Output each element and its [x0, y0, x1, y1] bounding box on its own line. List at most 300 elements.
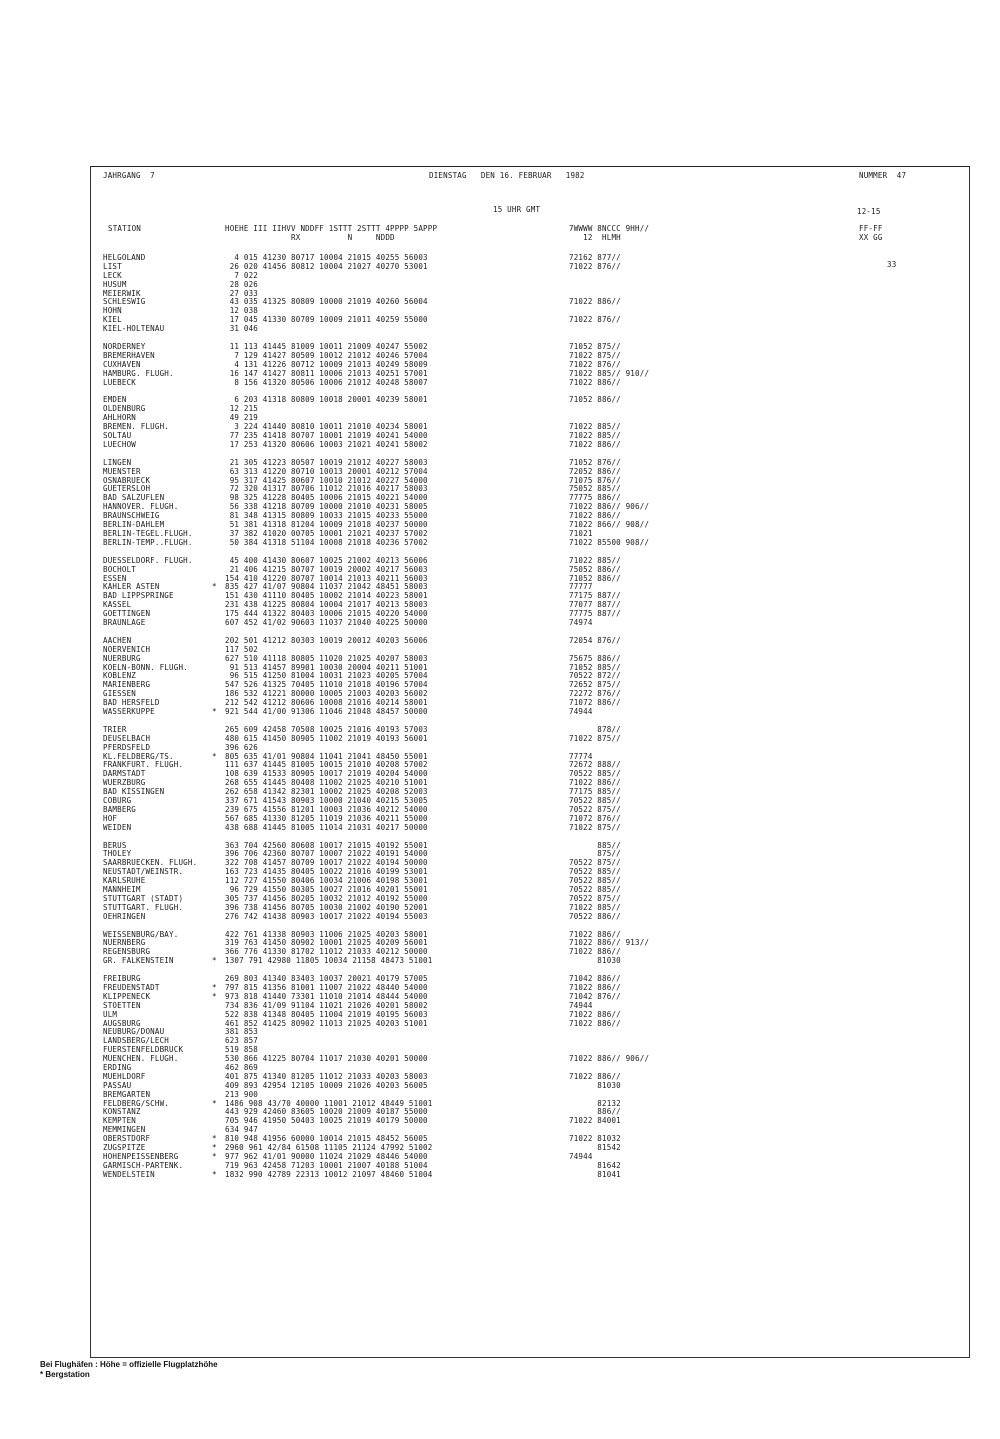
observation-data: 396 738 41456 80705 10030 21002 40190 52001 [225, 902, 428, 912]
station-name: HAMBURG. FLUGH. [103, 368, 174, 378]
gmt-time-label: 15 UHR GMT [493, 205, 541, 214]
observation-data: 45 400 41430 80607 10025 21002 40213 56006 [225, 555, 428, 565]
station-name: FELDBERG/SCHW. [103, 1098, 170, 1108]
observation-data: 366 776 41330 81702 11012 21033 40212 50000 [225, 947, 428, 957]
table-row [103, 849, 963, 858]
table-row [103, 1027, 963, 1036]
station-name: AACHEN [103, 635, 132, 645]
table-row [103, 342, 963, 351]
table-row [103, 671, 963, 680]
table-row [103, 1010, 963, 1019]
station-name: MEIERWIK [103, 288, 141, 298]
weather-code-data: 71022 885// [569, 555, 621, 565]
table-row [103, 476, 963, 485]
weather-code-data: 71042 886// [569, 974, 621, 984]
observation-data: 396 626 [225, 742, 259, 752]
table-row [103, 280, 963, 289]
station-name: DARMSTADT [103, 769, 146, 779]
observation-data: 443 929 42460 83605 10020 21009 40187 55000 [225, 1107, 428, 1117]
table-row [103, 1099, 963, 1108]
weather-code-data: 70522 885// [569, 867, 621, 877]
table-row [103, 413, 963, 422]
table-row [103, 734, 963, 743]
table-row [103, 360, 963, 369]
footnote-airports: Bei Flughäfen : Höhe = offizielle Flugplatzhöhe [40, 1360, 218, 1369]
station-name: WENDELSTEIN [103, 1169, 155, 1179]
weather-code-data: 71022 885// [569, 422, 621, 432]
table-row [103, 315, 963, 324]
weather-code-data: 71022 81032 [569, 1134, 621, 1144]
weather-column-subheader: 12 HLMH [569, 233, 621, 242]
table-row [103, 351, 963, 360]
station-group [103, 556, 963, 627]
table-row [103, 565, 963, 574]
station-name: FUERSTENFELDBRUCK [103, 1045, 184, 1055]
station-column-header: STATION [108, 224, 142, 233]
observation-data: 50 384 41318 51104 10008 21018 40236 57002 [225, 537, 428, 547]
observation-data: 480 615 41450 80905 11002 21019 40193 56001 [225, 733, 428, 743]
mountain-station-marker: * [212, 983, 217, 993]
table-row [103, 591, 963, 600]
weather-code-data: 886// [569, 1107, 621, 1117]
station-name: KLIPPENECK [103, 991, 151, 1001]
weather-code-data: 71022 876// [569, 315, 621, 325]
observation-data: 163 723 41435 80405 10022 21016 40199 53001 [225, 867, 428, 877]
table-row [103, 1063, 963, 1072]
weather-column-header: 7WWWW 8NCCC 9HH// [569, 224, 650, 233]
weather-code-data: 71022 886// [569, 439, 621, 449]
weather-code-data: 77777 [569, 582, 593, 592]
table-row [103, 440, 963, 449]
station-name: EMDEN [103, 395, 127, 405]
weather-code-data: 71052 885// [569, 662, 621, 672]
observation-data: 28 026 [225, 279, 259, 289]
table-row [103, 894, 963, 903]
table-row [103, 1125, 963, 1134]
table-row [103, 1143, 963, 1152]
observation-data: 72 320 41317 80706 11012 21016 40217 58003 [225, 484, 428, 494]
weather-code-data: 71022 886// [569, 1071, 621, 1081]
station-name: BAD SALZUFLEN [103, 493, 165, 503]
mountain-station-marker: * [212, 1098, 217, 1108]
station-name: STUTTGART (STADT) [103, 893, 184, 903]
table-row [103, 511, 963, 520]
station-name: THOLEY [103, 849, 132, 859]
station-name: HUSUM [103, 279, 127, 289]
observation-data: 547 526 41325 70405 11010 21018 40196 57004 [225, 680, 428, 690]
station-name: BOCHOLT [103, 564, 137, 574]
weather-code-data: 81030 [569, 956, 621, 966]
table-row [103, 912, 963, 921]
table-row [103, 1081, 963, 1090]
table-row [103, 769, 963, 778]
station-name: BREMERHAVEN [103, 350, 155, 360]
station-name: SAARBRUECKEN. FLUGH. [103, 858, 198, 868]
station-name: COBURG [103, 795, 132, 805]
table-row [103, 431, 963, 440]
station-name: HELGOLAND [103, 253, 146, 262]
observation-data: 805 635 41/01 90804 11041 21041 48450 55001 [225, 751, 428, 761]
station-name: AHLHORN [103, 413, 137, 423]
station-name: BERLIN-DAHLEM [103, 520, 165, 530]
weather-code-data: 71022 886// [569, 1009, 621, 1019]
observation-data: 438 688 41445 81005 11014 21031 40217 50000 [225, 822, 428, 832]
observation-data: 77 235 41418 80707 10001 21019 40241 54000 [225, 431, 428, 441]
wind-gust-column-header: FF-FF [859, 224, 883, 233]
weather-code-data: 70522 872// [569, 671, 621, 681]
observation-data: 409 893 42954 12105 10009 21026 40203 56005 [225, 1080, 428, 1090]
station-name: NORDERNEY [103, 342, 146, 352]
weather-code-data: 71021 [569, 528, 593, 538]
weather-code-data: 71042 876// [569, 991, 621, 1001]
data-column-subheader: RX N NDDD [225, 233, 395, 242]
weather-code-data: 77175 885// [569, 787, 621, 797]
observation-data: 117 502 [225, 644, 259, 654]
station-group [103, 395, 963, 448]
station-name: NOERVENICH [103, 644, 151, 654]
observation-data: 422 761 41338 80903 11006 21025 40203 58001 [225, 929, 428, 939]
station-name: FREIBURG [103, 974, 141, 984]
observation-data: 977 962 41/01 90000 11024 21029 48446 54000 [225, 1151, 428, 1161]
observation-data: 269 803 41340 83403 10037 20021 40179 57005 [225, 974, 428, 984]
observation-data: 16 147 41427 80811 10006 21013 40251 57001 [225, 368, 428, 378]
station-name: KASSEL [103, 600, 132, 610]
station-name: AUGSBURG [103, 1018, 141, 1028]
weather-code-data: 71075 876// [569, 475, 621, 485]
table-row [103, 1036, 963, 1045]
weather-code-data: 77077 887// [569, 600, 621, 610]
weather-code-data: 71052 886// [569, 573, 621, 583]
weather-code-data: 74944 [569, 1151, 593, 1161]
mountain-station-marker: * [212, 991, 217, 1001]
weather-code-data: 70522 885// [569, 885, 621, 894]
table-row [103, 297, 963, 306]
station-name: TRIER [103, 724, 127, 734]
weather-code-data: 72162 877// [569, 253, 621, 262]
station-name: BAMBERG [103, 804, 137, 814]
station-name: STOETTEN [103, 1000, 141, 1010]
observation-data: 567 685 41330 81205 11019 21036 40211 55000 [225, 813, 428, 823]
observation-data: 26 020 41456 80812 10004 21027 40270 53001 [225, 261, 428, 271]
weather-code-data: 77775 886// [569, 493, 621, 503]
observation-data: 6 203 41318 80809 10018 20001 40239 58001 [225, 395, 428, 405]
observation-data: 4 131 41226 80712 10009 21013 40249 58009 [225, 359, 428, 369]
station-name: LUEBECK [103, 377, 137, 387]
observation-data: 705 946 41950 50403 10025 21019 40179 50000 [225, 1116, 428, 1126]
table-row [103, 885, 963, 894]
observation-data: 81 348 41315 80809 10033 21015 40233 55000 [225, 511, 428, 521]
observation-data: 265 609 42458 70508 10025 21016 40193 57003 [225, 724, 428, 734]
table-row [103, 600, 963, 609]
mountain-station-marker: * [212, 956, 217, 966]
mountain-station-marker: * [212, 1134, 217, 1144]
table-row [103, 805, 963, 814]
station-name: BREMEN. FLUGH. [103, 422, 170, 432]
weather-code-data: 72672 888// [569, 760, 621, 770]
observation-data: 835 427 41/07 90804 11037 21042 48451 58003 [225, 582, 428, 592]
station-group [103, 342, 963, 386]
observation-data: 719 963 42458 71203 10001 21007 40188 51004 [225, 1160, 428, 1170]
station-name: HOF [103, 813, 118, 823]
observation-data: 797 815 41356 81001 11007 21022 48440 54000 [225, 983, 428, 993]
station-name: MUENCHEN. FLUGH. [103, 1054, 179, 1064]
weather-code-data: 70522 875// [569, 804, 621, 814]
observation-data: 49 219 [225, 413, 259, 423]
table-row [103, 289, 963, 298]
station-name: LECK [103, 270, 122, 280]
station-name: FRANKFURT. FLUGH. [103, 760, 184, 770]
station-name: KIEL [103, 315, 122, 325]
observation-data: 12 038 [225, 306, 259, 316]
observation-data: 7 022 [225, 270, 259, 280]
mountain-station-marker: * [212, 751, 217, 761]
weather-code-data: 71022 886// 913// [569, 938, 650, 948]
weather-code-data: 71022 886// 906// [569, 502, 650, 512]
observation-data: 4 015 41230 80717 10004 21015 40255 56003 [225, 253, 428, 262]
weather-code-data: 71072 886// [569, 698, 621, 708]
station-name: BAD LIPPSPRINGE [103, 591, 174, 601]
table-row [103, 787, 963, 796]
weather-code-data: 75675 886// [569, 653, 621, 663]
observation-data: 112 727 41550 80406 10034 21006 40198 53001 [225, 876, 428, 886]
station-name: MANNHEIM [103, 885, 141, 894]
station-name: ERDING [103, 1063, 132, 1073]
table-row [103, 974, 963, 983]
observation-data: 95 317 41425 80607 10010 21012 40227 54000 [225, 475, 428, 485]
observation-data: 623 857 [225, 1036, 259, 1046]
station-name: STUTTGART. FLUGH. [103, 902, 184, 912]
weather-code-data: 81041 [569, 1169, 621, 1179]
table-row [103, 1001, 963, 1010]
hours-range-label: 12-15 [857, 207, 881, 216]
table-row [103, 262, 963, 271]
observation-data: 231 438 41225 80804 10004 21017 40213 58003 [225, 600, 428, 610]
weather-code-data: 82132 [569, 1098, 621, 1108]
table-row [103, 369, 963, 378]
station-name: ESSEN [103, 573, 127, 583]
table-row [103, 654, 963, 663]
table-row [103, 582, 963, 591]
weather-code-data: 71022 886// [569, 929, 621, 939]
table-row [103, 689, 963, 698]
observation-data: 381 853 [225, 1027, 259, 1037]
weather-code-data: 77774 [569, 751, 593, 761]
table-row [103, 253, 963, 262]
data-column-header: HOEHE III IIHVV NDDFF 1STTT 2STTT 4PPPP 5APPP [225, 224, 438, 233]
station-name: GR. FALKENSTEIN [103, 956, 174, 966]
observation-data: 607 452 41/02 90603 11037 21040 40225 50000 [225, 617, 428, 627]
observation-data: 56 338 41218 80709 10000 21010 40231 58005 [225, 502, 428, 512]
weather-code-data: 71022 84001 [569, 1116, 621, 1126]
table-row [103, 992, 963, 1001]
observation-data: 212 542 41212 80606 10008 21016 40214 58001 [225, 698, 428, 708]
table-row [103, 645, 963, 654]
table-row [103, 983, 963, 992]
station-name: MARIENBERG [103, 680, 151, 690]
table-row [103, 823, 963, 832]
observation-data: 239 675 41556 81201 10003 21036 40212 54000 [225, 804, 428, 814]
weather-code-data: 71022 866// 908// [569, 520, 650, 530]
station-group [103, 636, 963, 716]
station-group [103, 974, 963, 1178]
station-name: SCHLESWIG [103, 297, 146, 307]
station-group [103, 930, 963, 966]
weather-code-data: 71022 885// [569, 902, 621, 912]
table-row [103, 378, 963, 387]
table-row [103, 422, 963, 431]
observation-data: 21 305 41223 80507 10019 21012 40227 58003 [225, 457, 428, 467]
weather-code-data: 878// [569, 724, 621, 734]
weather-code-data: 77175 887// [569, 591, 621, 601]
station-name: KL.FELDBERG/TS. [103, 751, 174, 761]
station-name: LANDSBERG/LECH [103, 1036, 170, 1046]
table-row [103, 725, 963, 734]
table-row [103, 1045, 963, 1054]
station-name: KOBLENZ [103, 671, 137, 681]
observation-data: 305 737 41456 80205 10032 21012 40192 55000 [225, 893, 428, 903]
weather-code-data: 70522 885// [569, 769, 621, 779]
table-row [103, 324, 963, 333]
weather-code-data: 71022 885// [569, 431, 621, 441]
table-row [103, 484, 963, 493]
station-name: GUETERSLOH [103, 484, 151, 494]
table-row [103, 520, 963, 529]
weather-code-data: 70522 885// [569, 876, 621, 886]
station-group [103, 458, 963, 547]
weather-code-data: 75052 886// [569, 564, 621, 574]
observation-data: 973 818 41440 73301 11010 21014 48444 54000 [225, 991, 428, 1001]
table-row [103, 778, 963, 787]
observation-data: 319 763 41450 80902 10001 21025 40209 56001 [225, 938, 428, 948]
weather-code-data: 71022 886// [569, 1018, 621, 1028]
weather-code-data: 71022 886// [569, 947, 621, 957]
observation-data: 1486 908 43/70 40000 11001 21012 48449 51001 [225, 1098, 433, 1108]
table-row [103, 1019, 963, 1028]
gust-value: 33 [887, 260, 897, 269]
weather-code-data: 77775 887// [569, 609, 621, 619]
table-row [103, 458, 963, 467]
station-name: DUESSELDORF. FLUGH. [103, 555, 193, 565]
station-name: KAHLER ASTEN [103, 582, 160, 592]
observation-data: 96 515 41250 81004 10031 21023 40205 57004 [225, 671, 428, 681]
weather-report-sheet [90, 166, 970, 1358]
table-row [103, 930, 963, 939]
weather-code-data: 71022 875// [569, 733, 621, 743]
observation-data: 51 381 41318 81204 10009 21018 40237 50000 [225, 520, 428, 530]
table-row [103, 1170, 963, 1179]
observation-data: 151 430 41110 80405 10002 21014 40223 58001 [225, 591, 428, 601]
table-row [103, 1134, 963, 1143]
table-row [103, 618, 963, 627]
observation-data: 21 406 41215 80707 10019 20002 40217 56003 [225, 564, 428, 574]
weather-code-data: 71022 85500 908// [569, 537, 650, 547]
station-name: WEISSENBURG/BAY. [103, 929, 179, 939]
station-name: KONSTANZ [103, 1107, 141, 1117]
weather-code-data: 71022 876// [569, 261, 621, 271]
station-name: FREUDENSTADT [103, 983, 160, 993]
observation-data: 213 900 [225, 1089, 259, 1099]
observation-data: 1832 990 42789 22313 10012 21097 48460 51004 [225, 1169, 433, 1179]
mountain-station-marker: * [212, 706, 217, 716]
weather-code-data: 81642 [569, 1160, 621, 1170]
table-row [103, 1054, 963, 1063]
weather-code-data: 71052 876// [569, 457, 621, 467]
station-table [103, 253, 963, 1188]
table-row [103, 556, 963, 565]
table-row [103, 858, 963, 867]
station-name: KEMPTEN [103, 1116, 137, 1126]
observation-data: 1307 791 42980 11805 10034 21158 48473 51001 [225, 956, 433, 966]
table-row [103, 538, 963, 547]
weather-code-data: 72054 876// [569, 635, 621, 645]
table-row [103, 938, 963, 947]
observation-data: 363 704 42560 80608 10017 21015 40192 55001 [225, 840, 428, 850]
observation-data: 96 729 41550 80305 10027 21016 40201 55001 [225, 885, 428, 894]
observation-data: 337 671 41543 80903 10000 21040 40215 53005 [225, 795, 428, 805]
observation-data: 91 513 41457 89901 10030 20004 40211 51001 [225, 662, 428, 672]
observation-data: 461 852 41425 80902 11013 21025 40203 51001 [225, 1018, 428, 1028]
weather-code-data: 71022 886// [569, 377, 621, 387]
station-name: LINGEN [103, 457, 132, 467]
table-row [103, 876, 963, 885]
issue-number: NUMMER 47 [859, 171, 907, 180]
table-row [103, 760, 963, 769]
observation-data: 17 045 41330 80709 10009 21011 40259 55000 [225, 315, 428, 325]
station-name: BAD HERSFELD [103, 698, 160, 708]
mountain-station-marker: * [212, 1169, 217, 1179]
table-row [103, 306, 963, 315]
observation-data: 11 113 41445 81009 10011 21009 40247 55002 [225, 342, 428, 352]
table-row [103, 814, 963, 823]
station-name: KOELN-BONN. FLUGH. [103, 662, 188, 672]
weather-code-data: 71022 886// [569, 778, 621, 788]
observation-data: 519 858 [225, 1045, 259, 1055]
station-name: LUECHOW [103, 439, 137, 449]
table-row [103, 404, 963, 413]
weather-code-data: 72052 886// [569, 466, 621, 476]
table-row [103, 395, 963, 404]
station-name: HOHN [103, 306, 122, 316]
table-row [103, 680, 963, 689]
station-name: BREMGARTEN [103, 1089, 151, 1099]
weather-code-data: 71052 886// [569, 395, 621, 405]
station-name: LIST [103, 261, 122, 271]
weather-code-data: 71022 886// 906// [569, 1054, 650, 1064]
observation-data: 734 836 41/09 91104 11021 21026 40201 58002 [225, 1000, 428, 1010]
table-row [103, 636, 963, 645]
observation-data: 98 325 41228 80405 10006 21015 40221 54000 [225, 493, 428, 503]
footnotes [40, 1360, 218, 1380]
station-name: HANNOVER. FLUGH. [103, 502, 179, 512]
observation-data: 522 838 41348 80405 11004 21019 40195 56003 [225, 1009, 428, 1019]
table-row [103, 698, 963, 707]
observation-data: 37 382 41020 00705 10001 21021 40237 57002 [225, 528, 428, 538]
station-name: OLDENBURG [103, 404, 146, 414]
mountain-station-marker: * [212, 582, 217, 592]
station-name: NUERBURG [103, 653, 141, 663]
table-row [103, 903, 963, 912]
table-row [103, 1152, 963, 1161]
station-name: ZUGSPITZE [103, 1143, 146, 1153]
station-name: MUENSTER [103, 466, 141, 476]
observation-data: 7 129 41427 80509 10012 21012 40246 57004 [225, 350, 428, 360]
table-row [103, 1090, 963, 1099]
station-name: PFERDSFELD [103, 742, 151, 752]
weather-code-data: 71022 876// [569, 359, 621, 369]
observation-data: 154 410 41220 80707 10014 21013 40211 56003 [225, 573, 428, 583]
table-row [103, 574, 963, 583]
observation-data: 810 948 41956 60000 10014 21015 48452 56005 [225, 1134, 428, 1144]
